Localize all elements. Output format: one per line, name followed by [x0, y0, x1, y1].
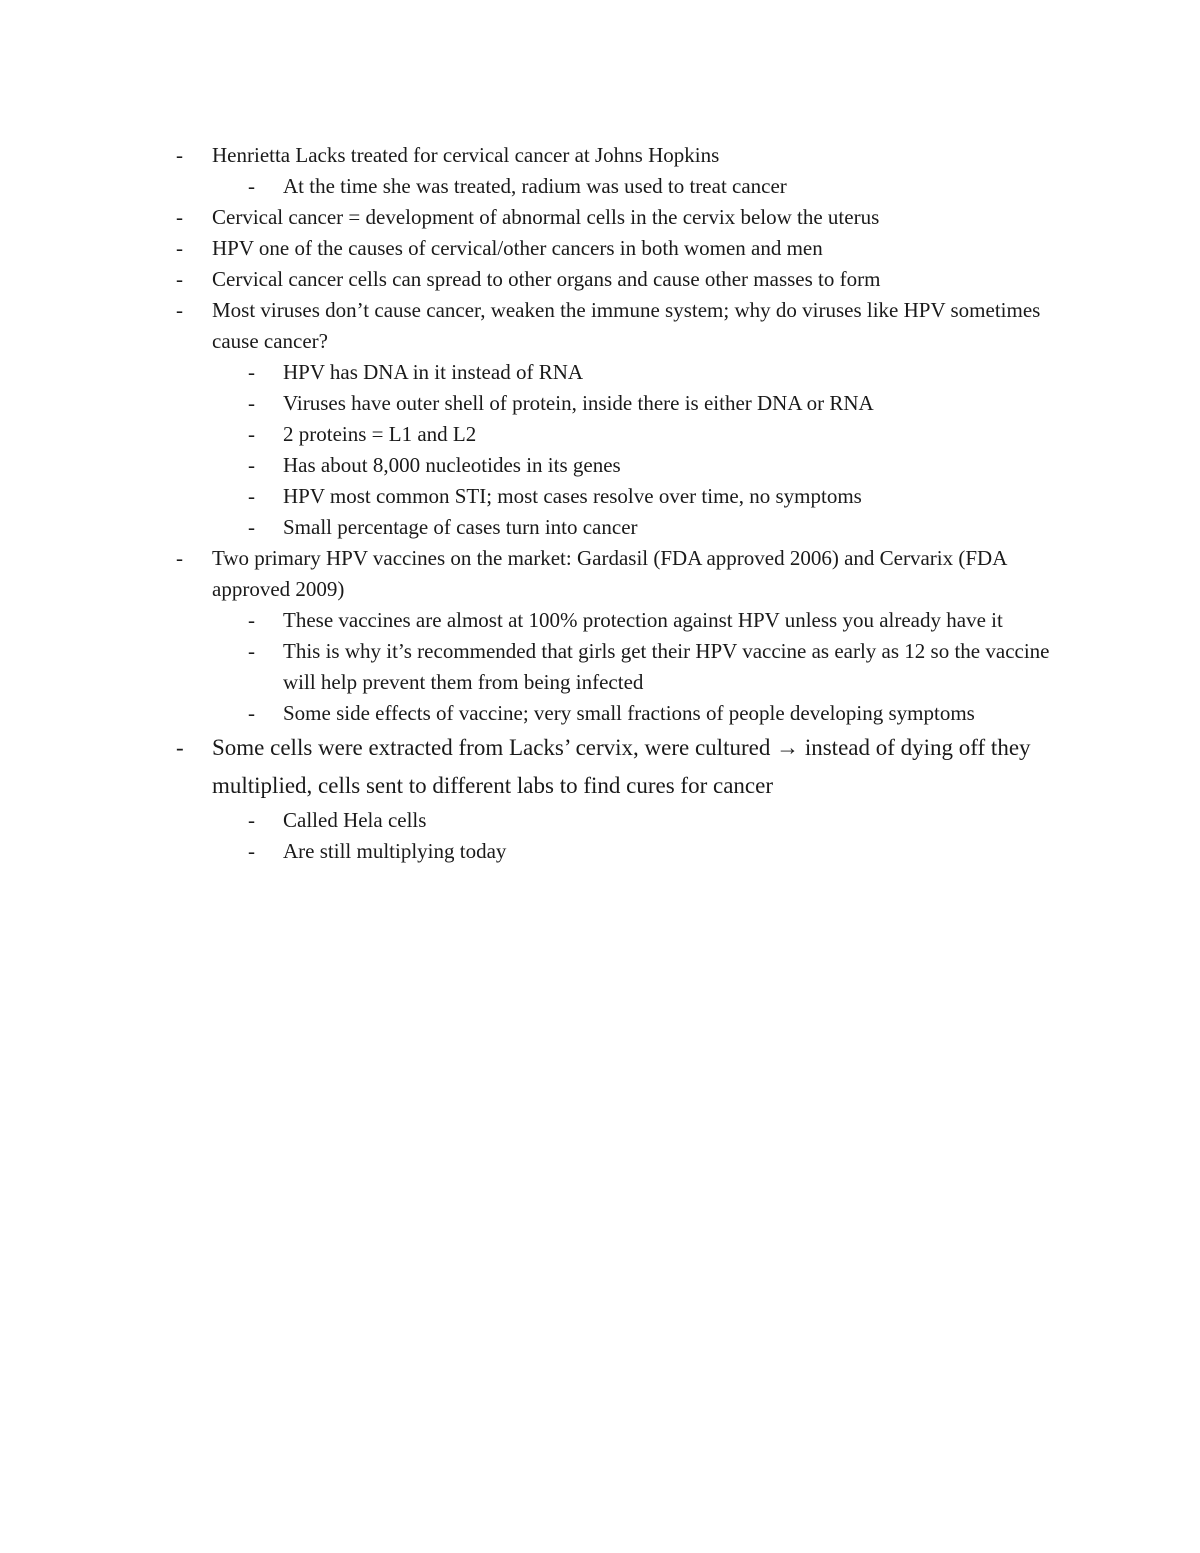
list-item [0, 419, 1200, 450]
list-marker: - [248, 701, 255, 725]
list-marker: - [176, 143, 183, 167]
list-marker: - [248, 608, 255, 632]
list-item-text: 2 proteins = L1 and L2 [283, 422, 477, 446]
list-item [0, 233, 1200, 264]
list-marker: - [176, 546, 183, 570]
list-marker: - [248, 484, 255, 508]
list-marker: - [248, 422, 255, 446]
list-item-text: Called Hela cells [283, 808, 427, 832]
list-item-text: Two primary HPV vaccines on the market: Gardasil (FDA approved 2006) and Cervarix (FDA approved 2009) [212, 546, 1007, 601]
list-marker: - [248, 391, 255, 415]
list-marker: - [248, 808, 255, 832]
list-marker: - [248, 639, 255, 663]
list-item [0, 543, 1200, 605]
list-marker: - [176, 735, 184, 760]
list-item [0, 729, 1200, 805]
list-marker: - [176, 267, 183, 291]
list-item-text: Some side effects of vaccine; very small fractions of people developing symptoms [283, 701, 975, 725]
list-item-text: Viruses have outer shell of protein, inside there is either DNA or RNA [283, 391, 874, 415]
list-item [0, 805, 1200, 836]
list-item [0, 698, 1200, 729]
list-marker: - [248, 174, 255, 198]
list-item [0, 295, 1200, 357]
list-item [0, 357, 1200, 388]
list-item-text: Most viruses don’t cause cancer, weaken the immune system; why do viruses like HPV sometimes cause cancer? [212, 298, 1041, 353]
list-marker: - [176, 205, 183, 229]
list-item [0, 171, 1200, 202]
list-item [0, 388, 1200, 419]
list-item [0, 605, 1200, 636]
list-item [0, 636, 1200, 698]
list-item [0, 512, 1200, 543]
list-item [0, 836, 1200, 867]
list-item-text: This is why it’s recommended that girls get their HPV vaccine as early as 12 so the vaccine will help prevent them from being infected [283, 639, 1050, 694]
list-item [0, 450, 1200, 481]
list-item [0, 264, 1200, 295]
list-marker: - [176, 236, 183, 260]
list-item-text: HPV most common STI; most cases resolve over time, no symptoms [283, 484, 862, 508]
list-item-text: These vaccines are almost at 100% protection against HPV unless you already have it [283, 608, 1003, 632]
list-item-text: HPV one of the causes of cervical/other cancers in both women and men [212, 236, 823, 260]
list-item-text: At the time she was treated, radium was used to treat cancer [283, 174, 787, 198]
list-marker: - [248, 515, 255, 539]
list-item-text: Has about 8,000 nucleotides in its genes [283, 453, 621, 477]
list-item-text: Cervical cancer cells can spread to other organs and cause other masses to form [212, 267, 881, 291]
list-marker: - [176, 298, 183, 322]
list-item-text: Henrietta Lacks treated for cervical cancer at Johns Hopkins [212, 143, 720, 167]
list-item [0, 481, 1200, 512]
list-item [0, 140, 1200, 171]
list-marker: - [248, 839, 255, 863]
list-item-text: Are still multiplying today [283, 839, 507, 863]
list-marker: - [248, 453, 255, 477]
list-item-text: Cervical cancer = development of abnormal cells in the cervix below the uterus [212, 205, 880, 229]
list-marker: - [248, 360, 255, 384]
list-item-text: Some cells were extracted from Lacks’ cervix, were cultured → instead of dying off they multiplied, cells sent to different labs to find cures for cancer [212, 735, 1031, 798]
list-item-text: HPV has DNA in it instead of RNA [283, 360, 584, 384]
notes-list [0, 140, 1200, 867]
list-item [0, 202, 1200, 233]
list-item-text: Small percentage of cases turn into cancer [283, 515, 638, 539]
